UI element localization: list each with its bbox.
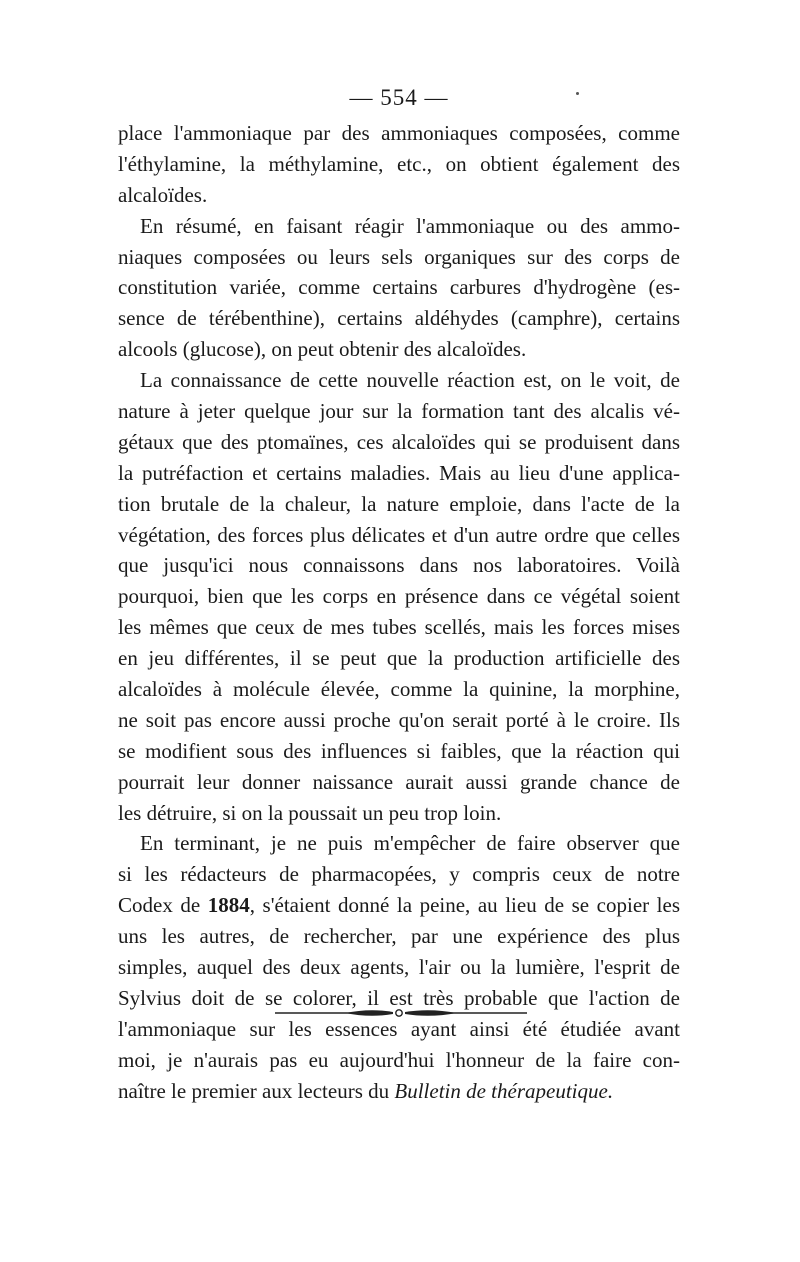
text-line-content: moi, je n'aurais pas eu aujourd'hui l'honneur de la faire con-: [118, 1047, 680, 1072]
text-line: [118, 798, 680, 829]
text-line: [118, 396, 680, 427]
text-line: [118, 1076, 680, 1107]
text-line: [118, 828, 680, 859]
text-line: [118, 921, 680, 952]
text-line: [118, 550, 680, 581]
text-line-content: se modifient sous des influences si faibles, que la réaction qui: [118, 738, 680, 763]
text-line: [118, 520, 680, 551]
text-line-pre: naître le premier aux lecteurs du: [118, 1078, 395, 1103]
text-line-content: en jeu différentes, il se peut que la production artificielle des: [118, 646, 680, 671]
text-line-content: la putréfaction et certains maladies. Mais au lieu d'une applica-: [118, 460, 680, 485]
text-line-content: alcools (glucose), on peut obtenir des alcaloïdes.: [118, 337, 527, 362]
fleuron-divider-icon: [275, 1006, 527, 1020]
text-line-content: les détruire, si on la poussait un peu trop loin.: [118, 800, 502, 825]
text-line-content: ne soit pas encore aussi proche qu'on serait porté à le croire. Ils: [118, 707, 680, 732]
text-line-content: si les rédacteurs de pharmacopées, y compris ceux de notre: [118, 862, 680, 887]
text-line-content: uns les autres, de rechercher, par une expérience des plus: [118, 924, 680, 949]
text-line-content: que jusqu'ici nous connaissons dans nos laboratoires. Voilà: [118, 553, 680, 578]
text-line-content: niaques composées ou leurs sels organiques sur des corps de: [118, 244, 680, 269]
text-line-content: simples, auquel des deux agents, l'air ou la lumière, l'esprit de: [118, 955, 680, 980]
text-line: [118, 705, 680, 736]
text-line-content: En terminant, je ne puis m'empêcher de faire observer que: [140, 831, 680, 856]
text-line: [118, 272, 680, 303]
text-line: [118, 334, 680, 365]
text-line: [118, 118, 680, 149]
text-line: [118, 1045, 680, 1076]
text-line: [118, 458, 680, 489]
text-line-content: alcaloïdes à molécule élevée, comme la quinine, la morphine,: [118, 677, 680, 702]
text-line-post: , s'étaient donné la peine, au lieu de se copier les: [249, 893, 680, 918]
text-line-content: En résumé, en faisant réagir l'ammoniaque ou des ammo-: [140, 213, 680, 238]
page: [118, 78, 680, 1107]
text-line-content: Sylvius doit de se colorer, il est très probable que l'action de: [118, 985, 680, 1010]
text-line: [118, 581, 680, 612]
text-line-content: les mêmes que ceux de mes tubes scellés, mais les forces mises: [118, 615, 680, 640]
page-number: — 554 —: [349, 85, 449, 110]
text-line-content: l'éthylamine, la méthylamine, etc., on obtient également des: [118, 151, 680, 176]
text-line-content: La connaissance de cette nouvelle réaction est, on le voit, de: [140, 368, 680, 393]
text-line: [118, 242, 680, 273]
text-line: [118, 180, 680, 211]
text-line-pre: Codex de: [118, 893, 208, 918]
text-line-content: gétaux que des ptomaïnes, ces alcaloïdes qui se produisent dans: [118, 429, 680, 454]
text-line-content: alcaloïdes.: [118, 182, 208, 207]
text-line: [118, 489, 680, 520]
text-line-ital: Bulletin de thérapeutique.: [394, 1078, 614, 1103]
text-line: [118, 612, 680, 643]
body-text: [118, 118, 680, 1107]
text-line-content: tion brutale de la chaleur, la nature emploie, dans l'acte de la: [118, 491, 680, 516]
text-line-content: constitution variée, comme certains carbures d'hydrogène (es-: [118, 275, 680, 300]
text-line: [118, 365, 680, 396]
text-line: [118, 890, 680, 921]
text-line: [118, 149, 680, 180]
text-line-bold: 1884: [207, 893, 250, 918]
text-line: [118, 211, 680, 242]
text-line-content: pourrait leur donner naissance aurait aussi grande chance de: [118, 769, 680, 794]
text-line: [118, 736, 680, 767]
text-line: [118, 427, 680, 458]
text-line: [118, 859, 680, 890]
text-line: [118, 303, 680, 334]
text-line-content: végétation, des forces plus délicates et d'un autre ordre que celles: [118, 522, 680, 547]
text-line-content: sence de térébenthine), certains aldéhydes (camphre), certains: [118, 306, 680, 331]
text-line-content: pourquoi, bien que les corps en présence dans ce végétal soient: [118, 584, 680, 609]
text-line: [118, 952, 680, 983]
text-line: [118, 643, 680, 674]
text-line: [118, 674, 680, 705]
text-line: [118, 767, 680, 798]
text-line-content: l'ammoniaque sur les essences ayant ainsi été étudiée avant: [118, 1016, 680, 1041]
text-line-content: place l'ammoniaque par des ammoniaques composées, comme: [118, 121, 680, 145]
text-line-content: nature à jeter quelque jour sur la formation tant des alcalis vé-: [118, 399, 680, 424]
